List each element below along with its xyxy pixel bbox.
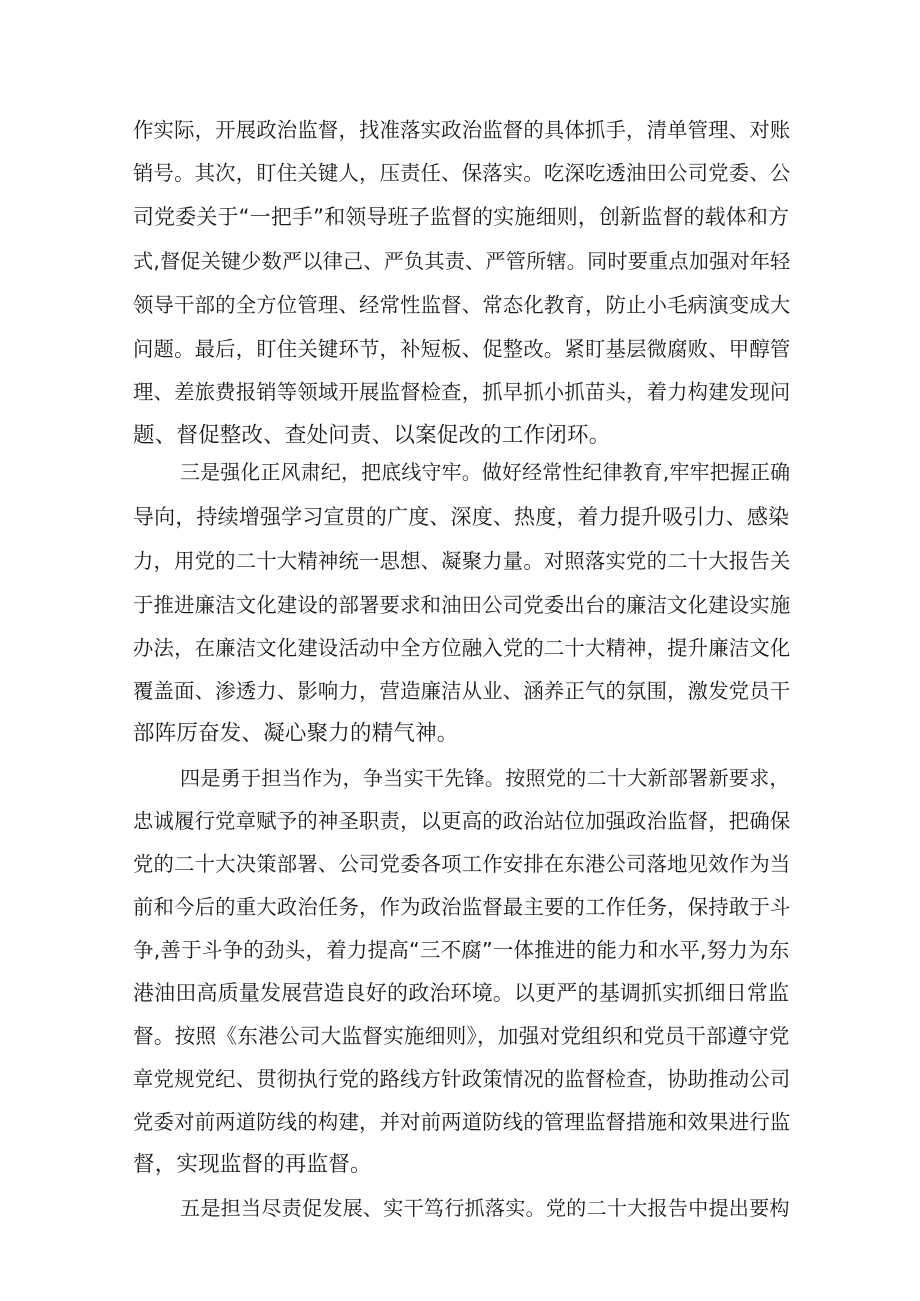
body-text-line: 督，实现监督的再监督。: [133, 1152, 372, 1177]
paragraph-heading-five: 五是担当尽责促发展、实干笃行抓落实。党的二十大报告中提出要构: [180, 1196, 790, 1220]
body-text-line: 题、督促整改、查处问责、以案促改的工作闭环。: [133, 423, 611, 448]
body-text-line: 领导干部的全方位管理、经常性监督、常态化教育，防止小毛病演变成大: [133, 293, 791, 317]
body-text-line: 港油田高质量发展营造良好的政治环境。以更严的基调抓实抓细日常监: [133, 981, 790, 1005]
body-text-line: 党委对前两道防线的构建，并对前两道防线的管理监督措施和效果进行监: [133, 1110, 791, 1134]
paragraph-heading-four: 四是勇于担当作为，争当实干先锋。按照党的二十大新部署新要求，: [180, 766, 790, 790]
body-text-line: 党的二十大决策部署、公司党委各项工作安排在东港公司落地见效作为当: [133, 852, 791, 876]
body-text-line: 销号。其次，盯住关键人，压责任、保落实。吃深吃透油田公司党委、公: [133, 161, 791, 185]
body-text-line: 司党委关于“一把手”和领导班子监督的实施细则，创新监督的载体和方: [133, 205, 790, 229]
body-text-line: 覆盖面、渗透力、影响力，营造廉洁从业、涵养正气的氛围，激发党员干: [133, 679, 791, 703]
body-text-line: 导向，持续增强学习宣贯的广度、深度、热度，着力提升吸引力、感染: [133, 505, 790, 529]
body-text-line: 式,督促关键少数严以律己、严负其责、严管所辖。同时要重点加强对年轻: [133, 249, 791, 273]
body-text-line: 章党规党纪、贯彻执行党的路线方针政策情况的监督检查，协助推动公司: [133, 1067, 791, 1091]
body-text-line: 于推进廉洁文化建设的部署要求和油田公司党委出台的廉洁文化建设实施: [133, 593, 791, 617]
body-text-line: 部阵厉奋发、凝心聚力的精气神。: [133, 721, 459, 746]
body-text-line: 办法，在廉洁文化建设活动中全方位融入党的二十大精神，提升廉洁文化: [133, 636, 791, 660]
body-text-line: 力，用党的二十大精神统一思想、凝聚力量。对照落实党的二十大报告关: [133, 549, 791, 573]
body-text-line: 理、差旅费报销等领域开展监督检查，抓早抓小抓苗头，着力构建发现问: [133, 380, 791, 404]
body-text-line: 忠诚履行党章赋予的神圣职责，以更高的政治站位加强政治监督，把确保: [133, 809, 791, 833]
body-text-line: 争,善于斗争的劲头，着力提高“三不腐”一体推进的能力和水平,努力为东: [133, 938, 790, 962]
paragraph-heading-three: 三是强化正风肃纪，把底线守牢。做好经常性纪律教育,牢牢把握正确: [180, 461, 791, 484]
body-text-line: 前和今后的重大政治任务，作为政治监督最主要的工作任务，保持敢于斗: [133, 895, 791, 919]
body-text-line: 作实际，开展政治监督，找准落实政治监督的具体抓手，清单管理、对账: [133, 118, 791, 142]
body-text-line: 问题。最后，盯住关键环节，补短板、促整改。紧盯基层微腐败、甲醇管: [133, 337, 791, 361]
body-text-line: 督。按照《东港公司大监督实施细则》，加强对党组织和党员干部遵守党: [133, 1024, 790, 1048]
